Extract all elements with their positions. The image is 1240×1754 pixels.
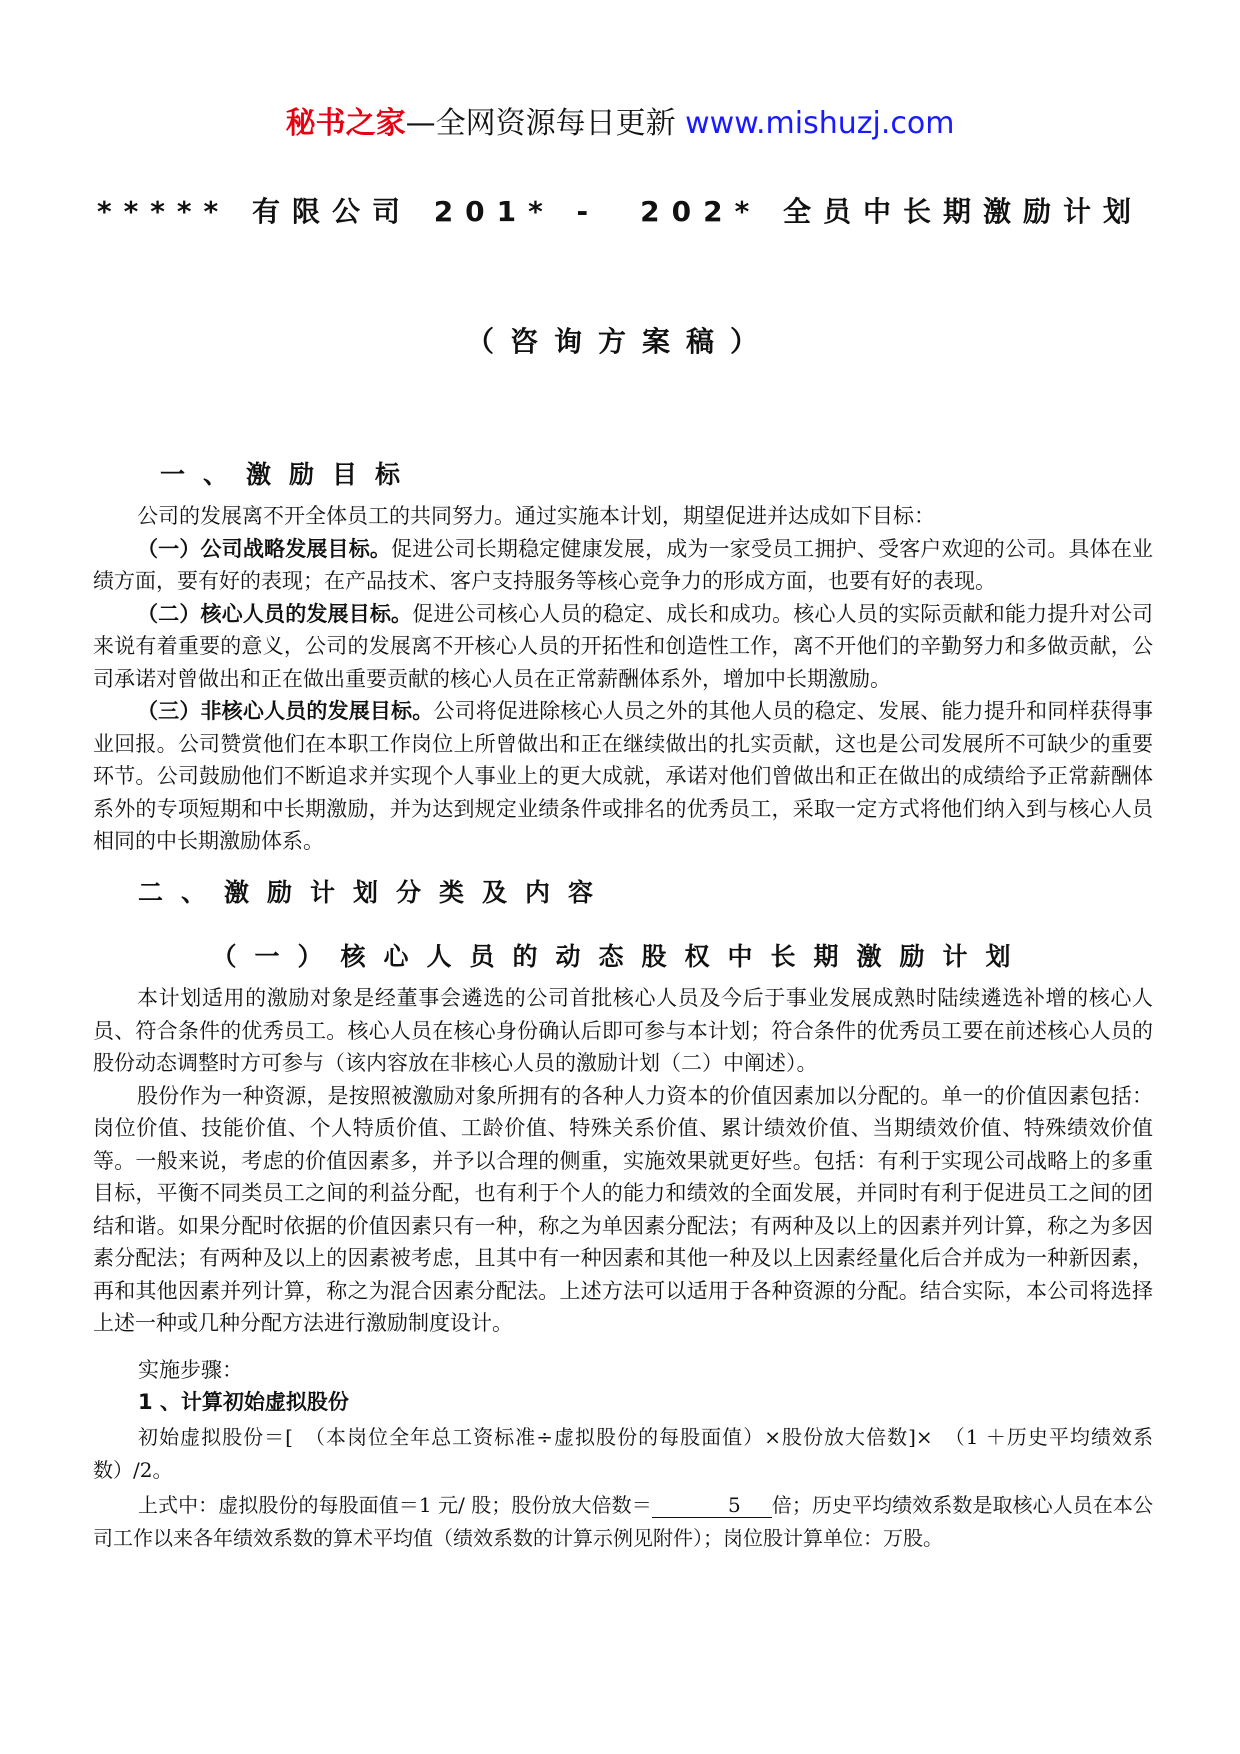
formula-note-block — [93, 1489, 1153, 1555]
site-banner — [0, 104, 1240, 144]
plan-paragraph: 本计划适用的激励对象是经董事会遴选的公司首批核心人员及今后于事业发展成熟时陆续遴选补增的核心人员、符合条件的优秀员工。核心人员在核心身份确认后即可参与本计划；符合条件的优秀员工要在前述核心人员的股份动态调整时方可参与（该内容放在非核心人员的激励计划（二）中阐述）。 — [93, 986, 1153, 1075]
multiplier-blank: 5 — [652, 1493, 772, 1518]
formula-note — [93, 1489, 1153, 1555]
step-1-title: 1 、计算初始虚拟股份 — [138, 1390, 349, 1414]
note-before: 上式中：虚拟股份的每股面值＝1 元/ 股；股份放大倍数＝ — [138, 1493, 652, 1517]
banner-tagline: —全网资源每日更新 — [405, 106, 686, 141]
goals-intro-paragraph: 公司的发展离不开全体员工的共同努力。通过实施本计划，期望促进并达成如下目标： — [137, 504, 935, 528]
goal-lead: （二）核心人员的发展目标。 — [137, 601, 413, 626]
note-after: 倍；历史平均绩效系数是取核心人员在本公司工作以来各年绩效系数的算术平均值（绩效系数的计算示例见附件）；岗位股计算单位：万股。 — [93, 1493, 1153, 1550]
formula-text: 初始虚拟股份＝[ （本岗位全年总工资标准÷虚拟股份的每股面值）×股份放大倍数]× （1 ＋历史平均绩效系数）/2。 — [93, 1425, 1153, 1482]
goal-text: 促进公司长期稳定健康发展，成为一家受员工拥护、受客户欢迎的公司。具体在业绩方面，要有好的表现；在产品技术、客户支持服务等核心竞争力的形成方面，也要有好的表现。 — [93, 536, 1154, 593]
section-goals-body — [93, 500, 1153, 858]
document-subtitle: （咨询方案稿） — [465, 325, 774, 358]
goal-text: 公司将促进除核心人员之外的其他人员的稳定、发展、能力提升和同样获得事业回报。公司赞赏他们在本职工作岗位上所曾做出和正在继续做出的扎实贡献，这也是公司发展所不可缺少的重要环节。公司鼓励他们不断追求并实现个人事业上的更大成就，承诺对他们曾做出和正在做出的成绩给予正常薪酬体系外的专项短期和中长期激励，并为达到规定业绩条件或排名的优秀员工，采取一定方式将他们纳入到与核心人员相同的中长期激励体系。 — [93, 699, 1154, 853]
document-title: ***** 有限公司 201* - 202* 全员中长期激励计划 — [96, 195, 1143, 228]
formula-block — [93, 1421, 1153, 1487]
goal-text: 促进公司核心人员的稳定、成长和成功。核心人员的实际贡献和能力提升对公司来说有着重要的意义，公司的发展离不开核心人员的开拓性和创造性工作，离不开他们的辛勤努力和多做贡献，公司承诺对曾做出和正在做出重要贡献的核心人员在正常薪酬体系外，增加中长期激励。 — [93, 601, 1154, 691]
goal-paragraph — [93, 598, 1153, 696]
section-heading-goals: 一、激励目标 — [160, 460, 419, 489]
goal-paragraph — [93, 533, 1153, 598]
subsection-heading-core-plan: （一）核心人员的动态股权中长期激励计划 — [211, 942, 1029, 971]
banner-url-link[interactable]: www.mishuzj.com — [685, 106, 955, 141]
banner-brand: 秘书之家 — [285, 106, 406, 141]
goal-lead: （一）公司战略发展目标。 — [137, 536, 392, 561]
plan-paragraph: 股份作为一种资源，是按照被激励对象所拥有的各种人力资本的价值因素加以分配的。单一的价值因素包括：岗位价值、技能价值、个人特质价值、工龄价值、特殊关系价值、累计绩效价值、当期绩效价值、特殊绩效价值等。一般来说，考虑的价值因素多，并予以合理的侧重，实施效果就更好些。包括：有利于实现公司战略上的多重目标，平衡不同类员工之间的利益分配，也有利于个人的能力和绩效的全面发展，并同时有利于促进员工之间的团结和谐。如果分配时依据的价值因素只有一种，称之为单因素分配法；有两种及以上的因素并列计算，称之为多因素分配法；有两种及以上的因素被考虑，且其中有一种因素和其他一种及以上因素经量化后合并成为一种新因素，再和其他因素并列计算，称之为混合因素分配法。上述方法可以适用于各种资源的分配。结合实际，本公司将选择上述一种或几种分配方法进行激励制度设计。 — [93, 1083, 1153, 1335]
goal-paragraph — [93, 695, 1153, 858]
steps-label: 实施步骤： — [138, 1358, 243, 1382]
section-plans-body — [93, 982, 1153, 1340]
goal-lead: （三）非核心人员的发展目标。 — [137, 699, 434, 723]
section-heading-plans: 二、激励计划分类及内容 — [138, 878, 612, 907]
